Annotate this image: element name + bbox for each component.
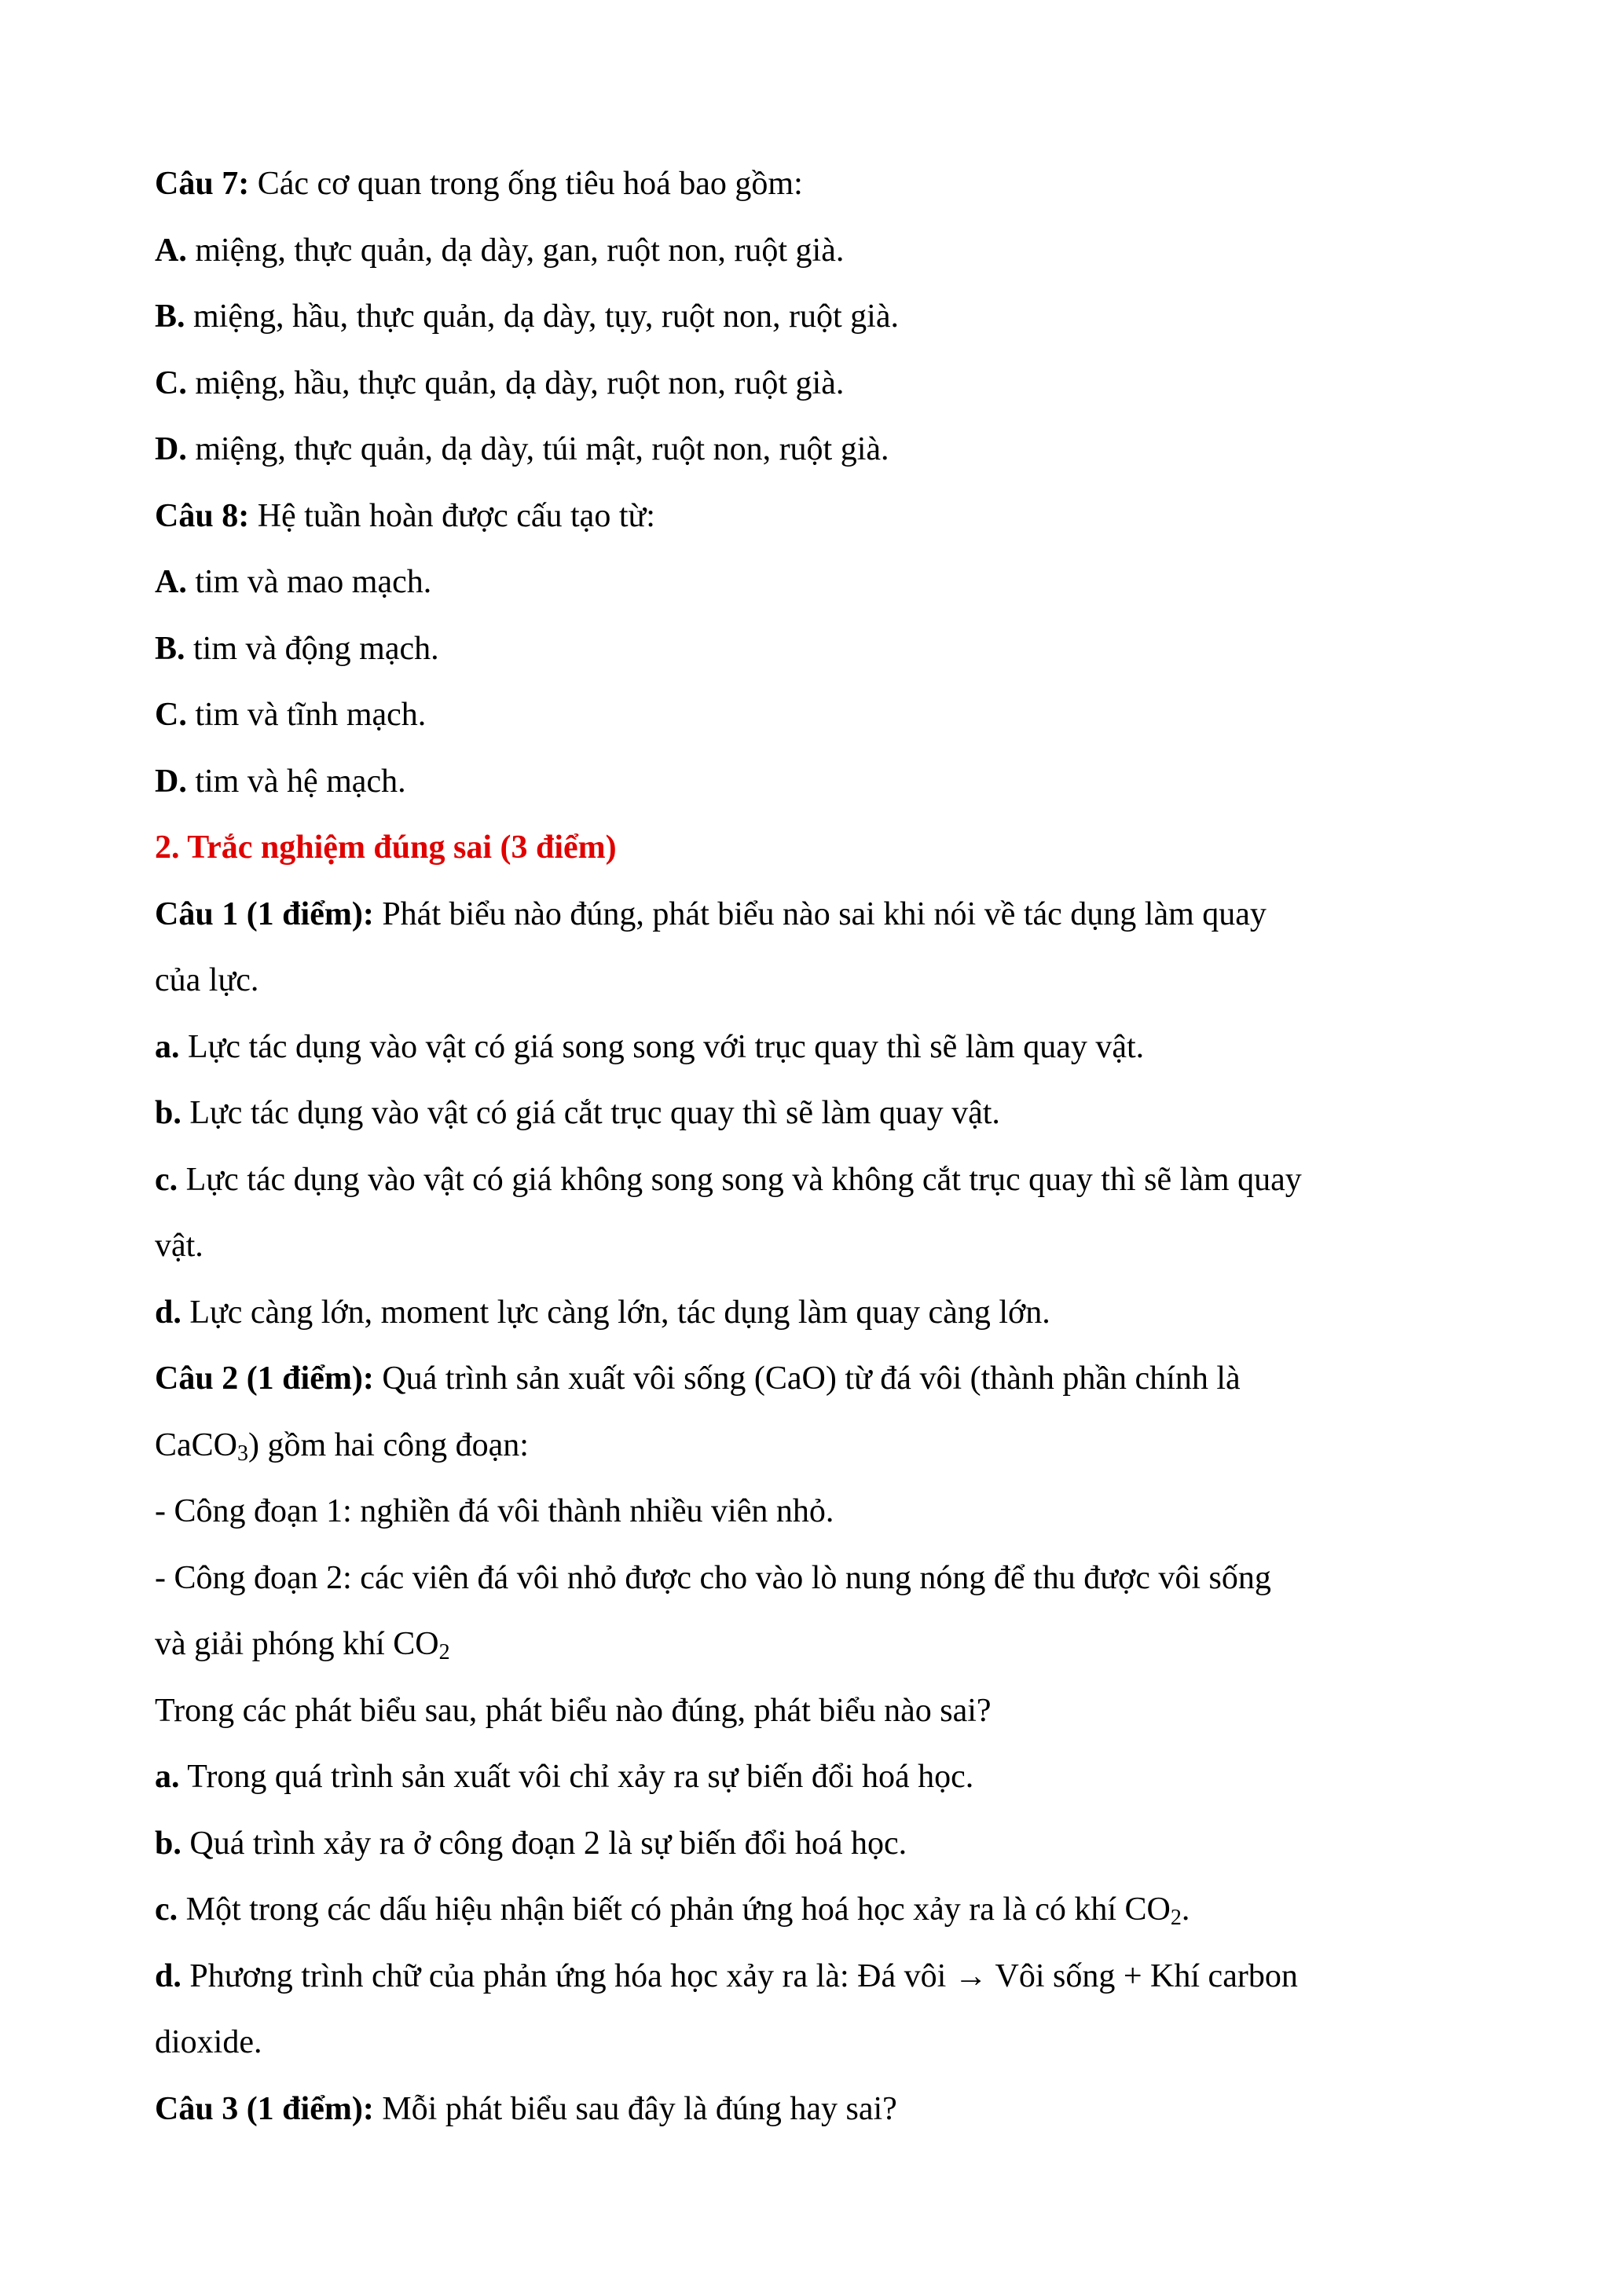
tf-question-3	[155, 2076, 1490, 2143]
section-2-heading: 2. Trắc nghiệm đúng sai (3 điểm)	[155, 829, 617, 866]
item-key: a.	[155, 1028, 180, 1065]
tf-question-2	[155, 1346, 1490, 1412]
tf-question-1-item-b	[155, 1080, 1490, 1147]
item-text: Lực tác dụng vào vật có giá không song song và không cắt trục quay thì sẽ làm quay	[178, 1161, 1302, 1198]
tf-question-2-item-a	[155, 1744, 1490, 1811]
option-text: tim và tĩnh mạch.	[186, 697, 427, 733]
tf-question-2-stage-1: - Công đoạn 1: nghiền đá vôi thành nhiều viên nhỏ.	[155, 1493, 834, 1529]
option-key: A.	[155, 564, 187, 600]
tf-question-2-item-d-continuation: dioxide.	[155, 2024, 262, 2060]
item-text: Lực tác dụng vào vật có giá cắt trục quay thì sẽ làm quay vật.	[181, 1095, 1000, 1131]
formula-caco3: CaCO	[155, 1426, 237, 1463]
formula-subscript: 2	[438, 1640, 450, 1664]
tf-question-2-item-c	[155, 1877, 1490, 1943]
tf-question-1-text: Phát biểu nào đúng, phát biểu nào sai khi nói về tác dụng làm quay	[373, 895, 1267, 932]
option-key: B.	[155, 630, 185, 667]
tf-question-1-label: Câu 1 (1 điểm):	[155, 895, 374, 932]
question-7-option-c	[155, 350, 1490, 417]
tf-question-2-item-b	[155, 1811, 1490, 1877]
option-key: C.	[155, 364, 187, 401]
item-text: Trong quá trình sản xuất vôi chỉ xảy ra sự biến đổi hoá học.	[179, 1759, 974, 1795]
option-text: tim và mao mạch.	[186, 564, 432, 600]
item-text: Phương trình chữ của phản ứng hóa học xảy ra là: Đá vôi → Vôi sống + Khí carbon	[181, 1957, 1298, 1994]
item-text: Lực tác dụng vào vật có giá song song với trục quay thì sẽ làm quay vật.	[179, 1028, 1145, 1065]
tf-question-1-continuation: của lực.	[155, 962, 259, 998]
option-key: C.	[155, 697, 187, 733]
stage-2-cont-text: và giải phóng khí CO	[155, 1626, 439, 1662]
option-text: miệng, hầu, thực quản, dạ dày, ruột non, ruột già.	[186, 364, 845, 401]
item-text: Quá trình xảy ra ở công đoạn 2 là sự biến đổi hoá học.	[181, 1825, 907, 1862]
item-key: d.	[155, 1957, 181, 1994]
tf-question-2-formula-line	[155, 1412, 1490, 1479]
formula-post-text: ) gồm hai công đoạn:	[248, 1426, 529, 1463]
option-text: miệng, thực quản, dạ dày, túi mật, ruột non, ruột già.	[186, 431, 889, 467]
item-key: b.	[155, 1095, 181, 1131]
option-key: D.	[155, 431, 187, 467]
tf-question-2-stage-2: - Công đoạn 2: các viên đá vôi nhỏ được cho vào lò nung nóng để thu được vôi sống	[155, 1559, 1271, 1596]
formula-subscript: 3	[237, 1441, 248, 1466]
document-page	[155, 151, 1490, 2142]
question-8-text: Hệ tuần hoàn được cấu tạo từ:	[249, 497, 655, 534]
question-7-label: Câu 7:	[155, 166, 250, 202]
item-text: Lực càng lớn, moment lực càng lớn, tác dụng làm quay càng lớn.	[181, 1294, 1050, 1331]
question-7-option-a	[155, 218, 1490, 284]
formula-subscript: 2	[1170, 1906, 1182, 1930]
question-8-option-c	[155, 682, 1490, 749]
item-key: d.	[155, 1294, 181, 1331]
question-7-text: Các cơ quan trong ống tiêu hoá bao gồm:	[249, 166, 803, 202]
tf-question-1-item-c	[155, 1147, 1490, 1214]
question-8-option-d	[155, 749, 1490, 815]
question-8-label: Câu 8:	[155, 497, 250, 534]
tf-question-3-text: Mỗi phát biểu sau đây là đúng hay sai?	[373, 2090, 897, 2127]
item-key: c.	[155, 1161, 178, 1198]
tf-question-2-prompt: Trong các phát biểu sau, phát biểu nào đúng, phát biểu nào sai?	[155, 1692, 992, 1729]
item-key: a.	[155, 1759, 180, 1795]
question-7	[155, 151, 1490, 218]
option-text: miệng, thực quản, dạ dày, gan, ruột non, ruột già.	[186, 232, 845, 269]
tf-question-2-item-d	[155, 1943, 1490, 2010]
tf-question-2-label: Câu 2 (1 điểm):	[155, 1360, 374, 1397]
question-8	[155, 483, 1490, 550]
item-text: Một trong các dấu hiệu nhận biết có phản ứng hoá học xảy ra là có khí CO	[178, 1891, 1171, 1928]
question-7-option-d	[155, 416, 1490, 483]
option-key: B.	[155, 298, 185, 335]
tf-question-2-text: Quá trình sản xuất vôi sống (CaO) từ đá vôi (thành phần chính là	[373, 1360, 1241, 1397]
item-key: b.	[155, 1825, 181, 1862]
question-8-option-a	[155, 549, 1490, 616]
tf-question-1-item-c-continuation: vật.	[155, 1228, 203, 1264]
item-post-text: .	[1181, 1891, 1190, 1928]
tf-question-1-item-d	[155, 1280, 1490, 1346]
tf-question-1	[155, 881, 1490, 948]
question-7-option-b	[155, 284, 1490, 350]
tf-question-3-label: Câu 3 (1 điểm):	[155, 2090, 374, 2127]
tf-question-1-item-a	[155, 1014, 1490, 1081]
option-text: miệng, hầu, thực quản, dạ dày, tụy, ruột non, ruột già.	[185, 298, 899, 335]
option-text: tim và hệ mạch.	[186, 763, 406, 800]
option-text: tim và động mạch.	[185, 630, 439, 667]
question-8-option-b	[155, 616, 1490, 683]
option-key: D.	[155, 763, 187, 800]
item-key: c.	[155, 1891, 178, 1928]
option-key: A.	[155, 232, 187, 269]
tf-question-2-stage-2-continuation	[155, 1611, 1490, 1678]
